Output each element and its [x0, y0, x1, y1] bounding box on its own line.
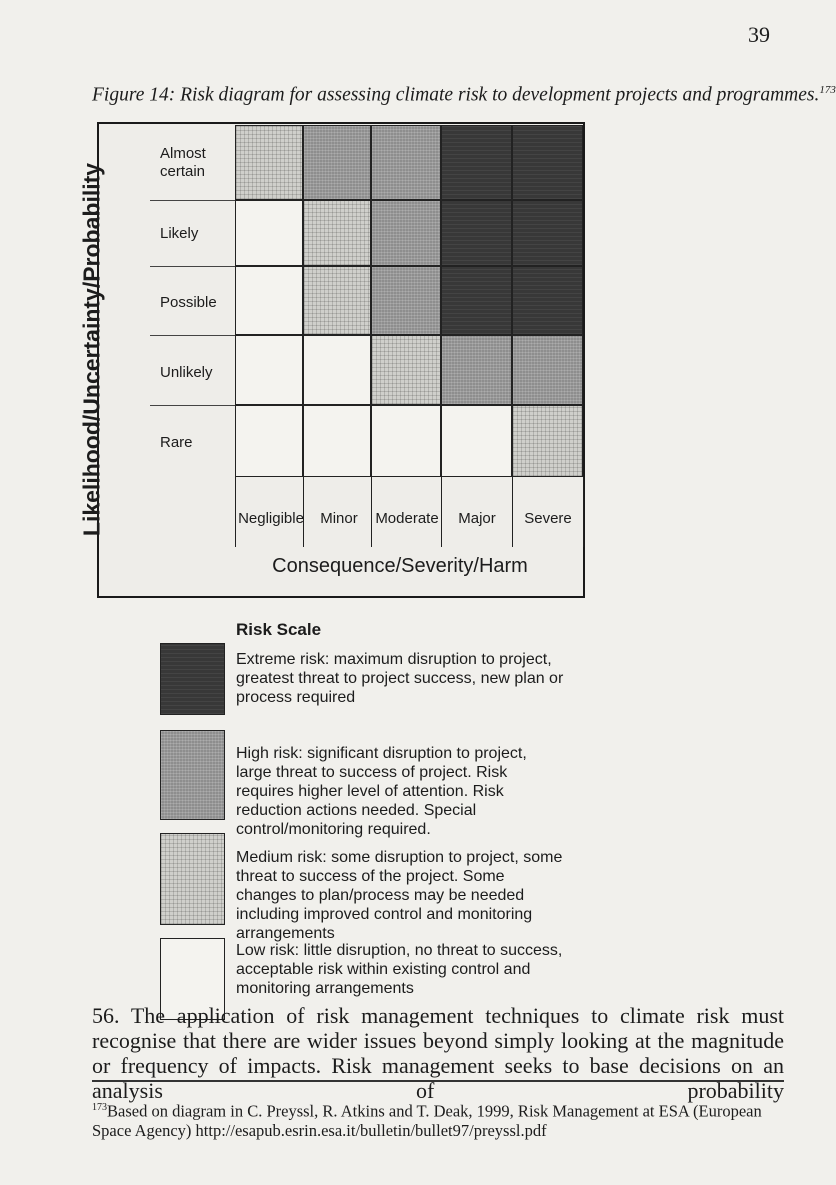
figure-footnote-ref: 173: [819, 84, 836, 96]
row-label-unlikely: Unlikely: [160, 364, 213, 381]
matrix-cell: [371, 266, 441, 335]
figure-caption: [92, 84, 836, 107]
legend-low-text: Low risk: little disruption, no threat to success, acceptable risk within existing control and monitoring arrangements: [236, 942, 563, 997]
swatch-medium: [160, 833, 225, 925]
matrix-cell: [235, 405, 303, 477]
matrix-cell: [371, 335, 441, 405]
row-label-almost-certain: Almost certain: [160, 145, 206, 180]
column-divider: [583, 477, 584, 547]
matrix-cell: [371, 125, 441, 200]
page-number: 39: [748, 22, 770, 47]
footnote: [92, 1098, 792, 1140]
matrix-cell: [235, 125, 303, 200]
matrix-cell: [371, 405, 441, 477]
x-axis-label: Consequence/Severity/Harm: [272, 555, 528, 577]
row-divider: [150, 266, 235, 267]
matrix-cell: [303, 405, 371, 477]
row-divider: [150, 335, 235, 336]
paragraph-56: 56. The application of risk management techniques to climate risk must recognise that there are wider issues beyond simply looking at the magnitude or frequency of impacts. Risk management seeks to base decisions on an analysis of probability: [92, 1003, 784, 1103]
matrix-cell: [303, 266, 371, 335]
y-axis-label: Likelihood/Uncertainty/Probability: [78, 162, 105, 537]
matrix-cell: [235, 200, 303, 266]
column-label-severe: Severe: [524, 510, 572, 527]
footnote-number: 173: [92, 1102, 107, 1113]
column-label-moderate: Moderate: [375, 510, 439, 527]
matrix-cell: [441, 266, 512, 335]
matrix-cell: [512, 335, 583, 405]
swatch-extreme: [160, 643, 225, 715]
row-label-possible: Possible: [160, 294, 217, 311]
matrix-cell: [441, 200, 512, 266]
footnote-text: Based on diagram in C. Preyssl, R. Atkins and T. Deak, 1999, Risk Management at ESA (European Space Agency) http://esapub.esrin.esa.it/bulletin/bullet97/preyssl.pdf: [92, 1101, 762, 1140]
matrix-cell: [441, 335, 512, 405]
figure-caption-text: Figure 14: Risk diagram for assessing climate risk to development projects and programmes.: [92, 84, 820, 106]
risk-scale-title: Risk Scale: [236, 620, 322, 639]
column-label-minor: Minor: [320, 510, 358, 527]
matrix-cell: [371, 200, 441, 266]
legend-high-text: High risk: significant disruption to project, large threat to success of project. Risk requires higher level of attention. Risk reduction actions needed. Special control/monitoring required.: [236, 745, 527, 838]
matrix-cell: [441, 125, 512, 200]
matrix-cell: [303, 335, 371, 405]
legend-extreme-text: Extreme risk: maximum disruption to project, greatest threat to project success, new plan or process required: [236, 651, 564, 706]
matrix-cell: [235, 335, 303, 405]
footnote-divider: [92, 1080, 784, 1082]
matrix-cell: [235, 266, 303, 335]
column-label-major: Major: [458, 510, 496, 527]
matrix-cell: [512, 266, 583, 335]
matrix-cell: [512, 200, 583, 266]
row-divider: [150, 405, 235, 406]
matrix-cell: [512, 125, 583, 200]
matrix-cell: [303, 200, 371, 266]
row-label-rare: Rare: [160, 434, 193, 451]
matrix-cell: [512, 405, 583, 477]
row-divider: [150, 200, 235, 201]
swatch-high: [160, 730, 225, 820]
column-label-negligible: Negligible: [238, 510, 304, 527]
matrix-cell: [303, 125, 371, 200]
row-label-likely: Likely: [160, 225, 199, 242]
legend-medium-text: Medium risk: some disruption to project, some threat to success of the project. Some changes to plan/process may be needed including improved control and monitoring arrangements: [236, 849, 563, 942]
matrix-cell: [441, 405, 512, 477]
